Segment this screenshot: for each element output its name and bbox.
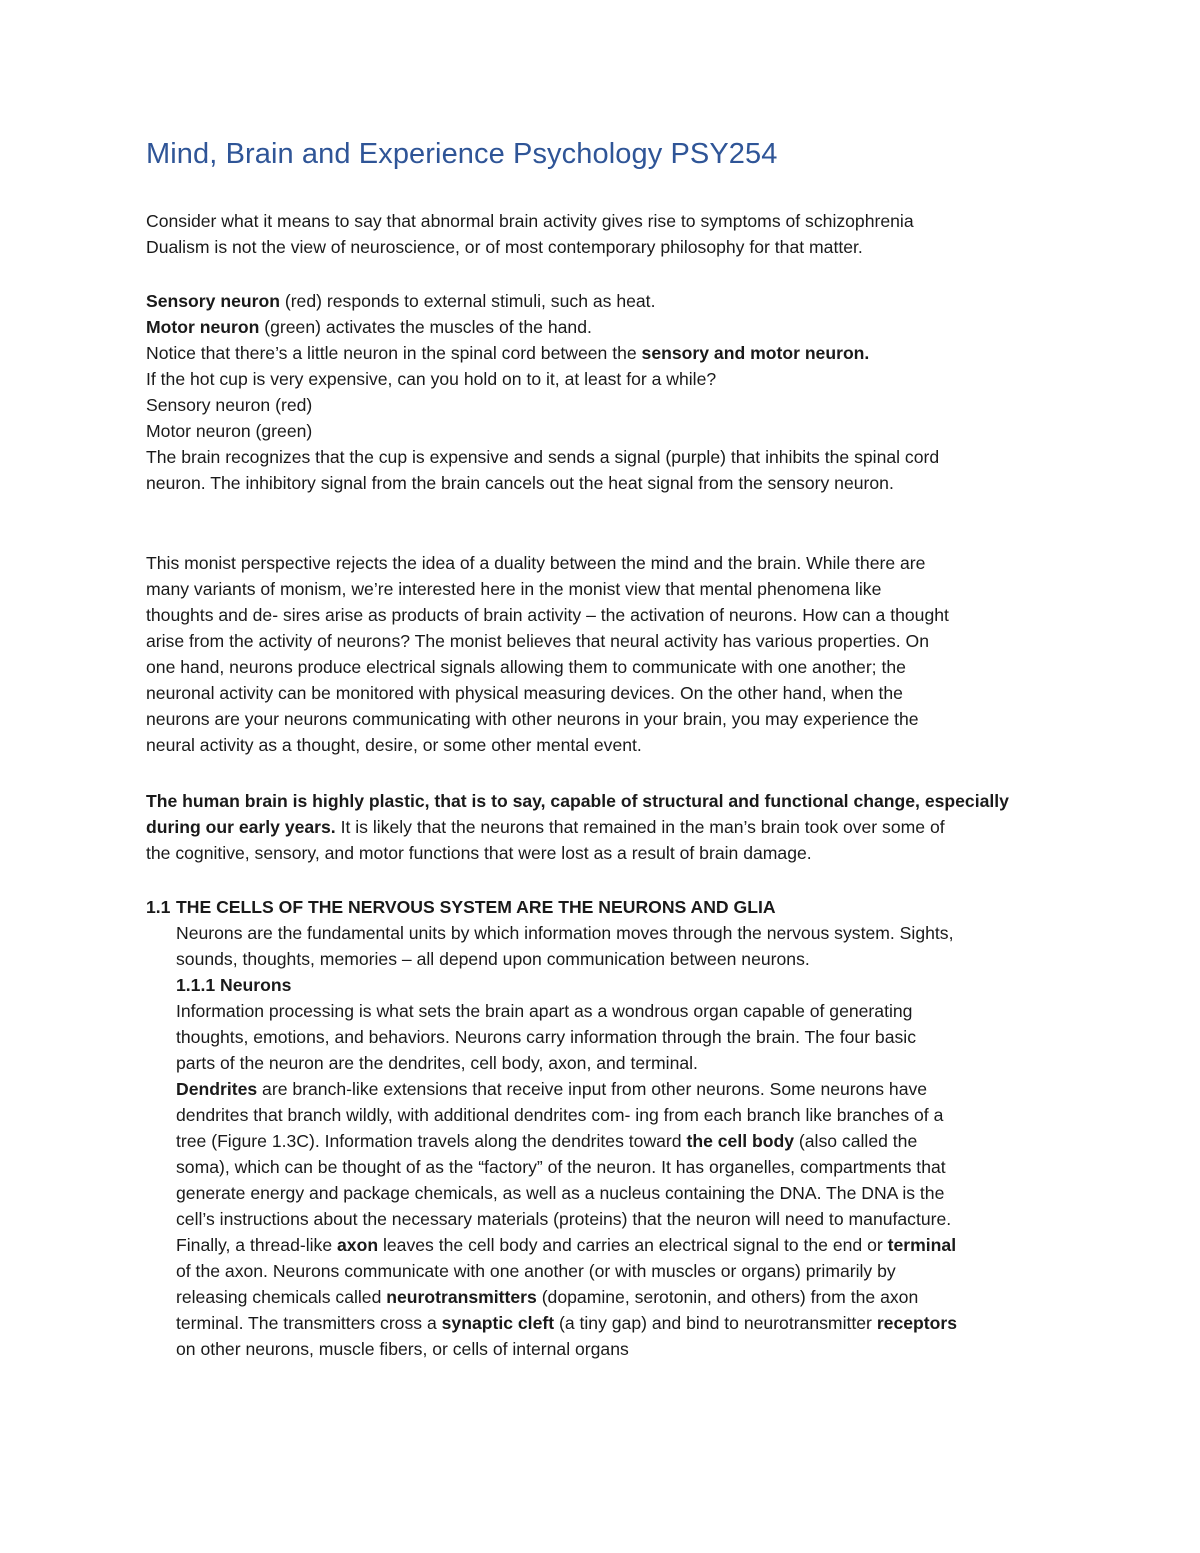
section-line: Neurons are the fundamental units by which information moves through the nervous system. Sights,	[176, 923, 954, 943]
plasticity-line: during our early years. It is likely that the neurons that remained in the man’s brain took over some of	[146, 817, 945, 837]
reflex-line: Motor neuron (green)	[146, 421, 313, 441]
subsection-heading: 1.1.1 Neurons	[176, 975, 292, 995]
section-number: 1.1	[146, 897, 171, 917]
section-1-1	[146, 894, 1086, 1362]
section-line: Information processing is what sets the brain apart as a wondrous organ capable of generating	[176, 1001, 913, 1021]
sensory-neuron-term: Sensory neuron	[146, 291, 280, 311]
section-line: Finally, a thread-like axon leaves the cell body and carries an electrical signal to the end or terminal	[176, 1235, 957, 1255]
monist-line: thoughts and de- sires arise as products of brain activity – the activation of neurons. How can a thought	[146, 605, 949, 625]
monist-line: arise from the activity of neurons? The monist believes that neural activity has various properties. On	[146, 631, 929, 651]
plasticity-line: the cognitive, sensory, and motor functions that were lost as a result of brain damage.	[146, 843, 812, 863]
section-line: Dendrites are branch-like extensions that receive input from other neurons. Some neurons have	[176, 1079, 928, 1099]
reflex-line: Sensory neuron (red) responds to external stimuli, such as heat.	[146, 291, 656, 311]
section-line: soma), which can be thought of as the “factory” of the neuron. It has organelles, compartments that	[176, 1157, 946, 1177]
monist-line: neurons are your neurons communicating with other neurons in your brain, you may experience the	[146, 709, 919, 729]
section-line: of the axon. Neurons communicate with one another (or with muscles or organs) primarily by	[176, 1261, 896, 1281]
section-line: releasing chemicals called neurotransmitters (dopamine, serotonin, and others) from the axon	[176, 1287, 919, 1307]
receptors-term: receptors	[876, 1313, 957, 1333]
monist-paragraph	[146, 550, 1086, 758]
plasticity-line: The human brain is highly plastic, that is to say, capable of structural and functional change, especially	[146, 791, 1009, 811]
monist-line: one hand, neurons produce electrical signals allowing them to communicate with one another; the	[146, 657, 906, 677]
reflex-line: neuron. The inhibitory signal from the brain cancels out the heat signal from the sensory neuron.	[146, 473, 894, 493]
intro-line: Consider what it means to say that abnormal brain activity gives rise to symptoms of schizophrenia	[146, 211, 914, 231]
dendrites-term: Dendrites	[176, 1079, 258, 1099]
reflex-paragraph	[146, 288, 1086, 496]
section-content	[176, 920, 1086, 1362]
section-heading-text: THE CELLS OF THE NERVOUS SYSTEM ARE THE NEURONS AND GLIA	[176, 897, 776, 917]
reflex-line: Motor neuron (green) activates the muscles of the hand.	[146, 317, 592, 337]
section-line: terminal. The transmitters cross a synaptic cleft (a tiny gap) and bind to neurotransmitter receptors	[176, 1313, 957, 1333]
monist-line: many variants of monism, we’re interested here in the monist view that mental phenomena like	[146, 579, 882, 599]
monist-line: This monist perspective rejects the idea of a duality between the mind and the brain. While there are	[146, 553, 926, 573]
plasticity-paragraph	[146, 788, 1086, 866]
intro-line: Dualism is not the view of neuroscience, or of most contemporary philosophy for that matter.	[146, 237, 863, 257]
synaptic-cleft-term: synaptic cleft	[441, 1313, 555, 1333]
motor-neuron-term: Motor neuron	[146, 317, 260, 337]
section-line: generate energy and package chemicals, as well as a nucleus containing the DNA. The DNA is the	[176, 1183, 945, 1203]
reflex-line: Notice that there’s a little neuron in the spinal cord between the sensory and motor neuron.	[146, 343, 870, 363]
page-title: Mind, Brain and Experience Psychology PSY254	[146, 138, 778, 170]
section-line: tree (Figure 1.3C). Information travels along the dendrites toward the cell body (also called the	[176, 1131, 918, 1151]
section-line: parts of the neuron are the dendrites, cell body, axon, and terminal.	[176, 1053, 698, 1073]
section-line: cell’s instructions about the necessary materials (proteins) that the neuron will need to manufacture.	[176, 1209, 952, 1229]
section-line: on other neurons, muscle fibers, or cells of internal organs	[176, 1339, 629, 1359]
reflex-line: If the hot cup is very expensive, can you hold on to it, at least for a while?	[146, 369, 717, 389]
monist-line: neural activity as a thought, desire, or some other mental event.	[146, 735, 642, 755]
section-line: sounds, thoughts, memories – all depend upon communication between neurons.	[176, 949, 810, 969]
cell-body-term: the cell body	[686, 1131, 795, 1151]
neurotransmitters-term: neurotransmitters	[386, 1287, 537, 1307]
section-heading	[146, 894, 1086, 920]
section-line: dendrites that branch wildly, with additional dendrites com- ing from each branch like branches of a	[176, 1105, 944, 1125]
intro-paragraph	[146, 208, 1086, 260]
terminal-term: terminal	[887, 1235, 957, 1255]
section-line: thoughts, emotions, and behaviors. Neurons carry information through the brain. The four basic	[176, 1027, 917, 1047]
reflex-line: Sensory neuron (red)	[146, 395, 313, 415]
reflex-line: The brain recognizes that the cup is expensive and sends a signal (purple) that inhibits the spinal cord	[146, 447, 940, 467]
monist-line: neuronal activity can be monitored with physical measuring devices. On the other hand, when the	[146, 683, 903, 703]
axon-term: axon	[337, 1235, 379, 1255]
